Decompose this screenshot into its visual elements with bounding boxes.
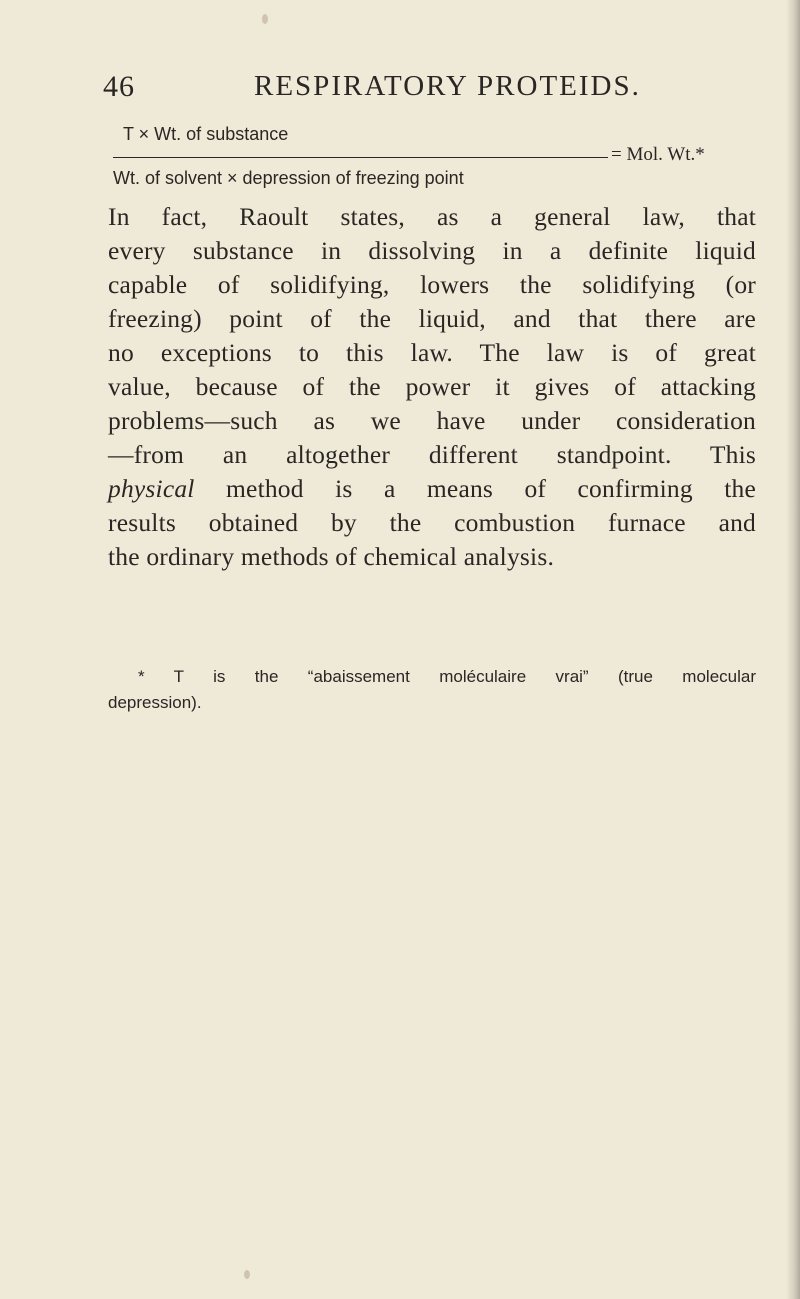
paragraph-line: every substance in dissolving in a definite liquid bbox=[108, 236, 756, 265]
paragraph-line: no exceptions to this law. The law is of great bbox=[108, 338, 756, 367]
footnote bbox=[108, 664, 756, 716]
paragraph-line: results obtained by the combustion furnace and bbox=[108, 508, 756, 537]
paragraph-line: value, because of the power it gives of attacking bbox=[108, 372, 756, 401]
paragraph-line-with-italic bbox=[108, 472, 756, 506]
body-paragraph bbox=[108, 200, 756, 574]
page-header bbox=[0, 70, 800, 110]
page-edge-shadow bbox=[786, 0, 800, 1299]
paragraph-line: capable of solidifying, lowers the solidifying (or bbox=[108, 270, 756, 299]
page-number: 46 bbox=[103, 70, 135, 103]
formula-numerator: T × Wt. of substance bbox=[123, 124, 289, 144]
footnote-line: * T is the “abaissement moléculaire vrai” (true molecular bbox=[138, 667, 756, 686]
formula bbox=[113, 124, 753, 194]
paragraph-line: the ordinary methods of chemical analysis. bbox=[108, 542, 555, 571]
footnote-line: depression). bbox=[108, 693, 202, 712]
paragraph-line: In fact, Raoult states, as a general law, that bbox=[108, 202, 756, 231]
paragraph-line: freezing) point of the liquid, and that there are bbox=[108, 304, 756, 333]
fraction-bar bbox=[113, 157, 608, 158]
paragraph-line-rest: method is a means of confirming the bbox=[226, 474, 756, 503]
running-head: RESPIRATORY PROTEIDS. bbox=[254, 70, 641, 102]
ink-spot bbox=[244, 1270, 250, 1279]
italic-word: physical bbox=[108, 474, 195, 503]
formula-result: = Mol. Wt.* bbox=[611, 144, 705, 165]
ink-spot bbox=[262, 14, 268, 24]
paragraph-line: —from an altogether different standpoint. This bbox=[108, 440, 756, 469]
formula-denominator: Wt. of solvent × depression of freezing point bbox=[113, 168, 464, 188]
paragraph-line: problems—such as we have under consideration bbox=[108, 406, 756, 435]
